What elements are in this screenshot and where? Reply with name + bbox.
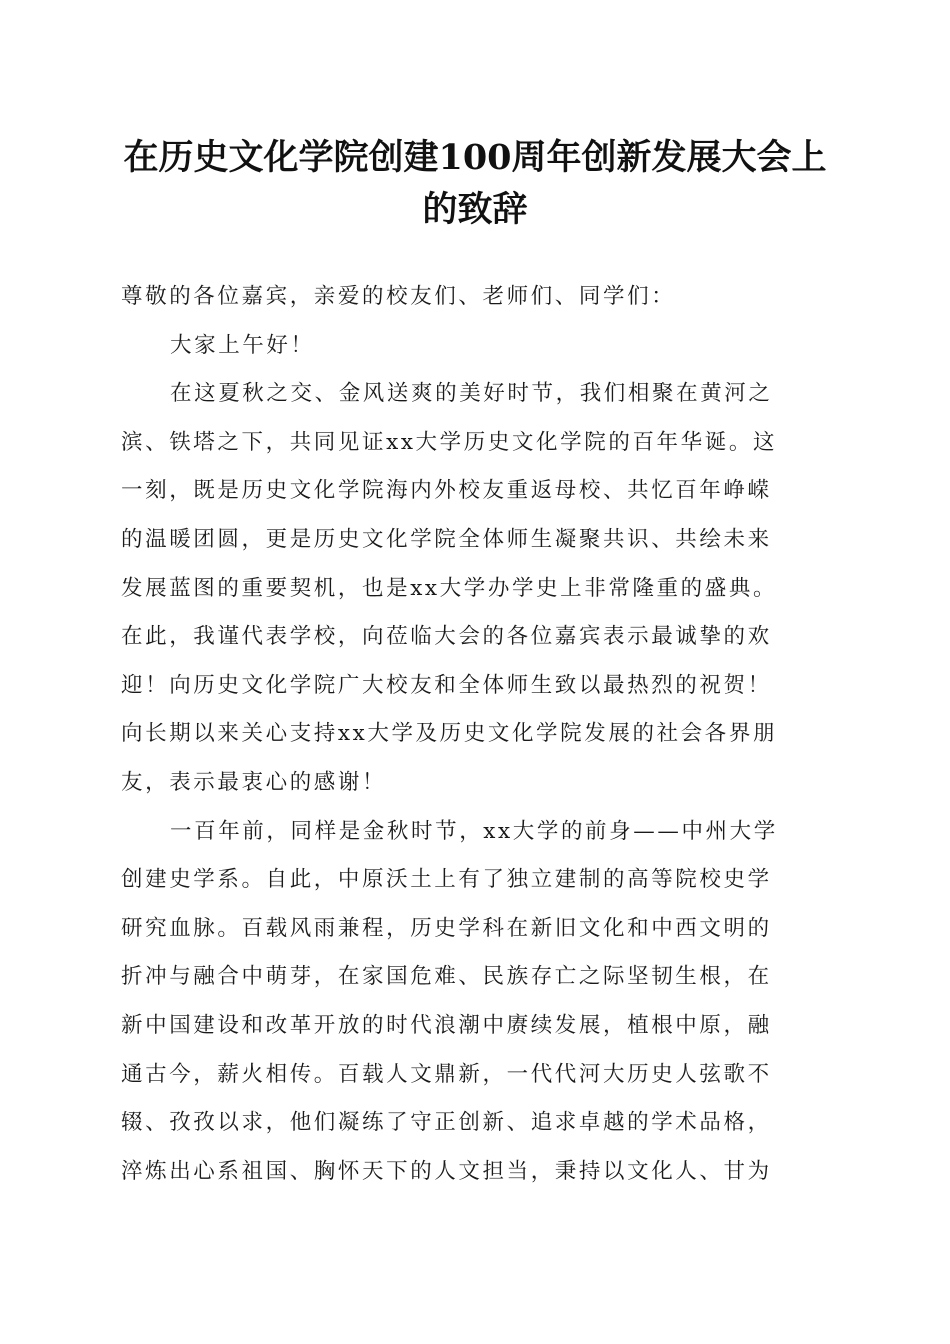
- text-line: 新中国建设和改革开放的时代浪潮中赓续发展，植根中原，融: [121, 1012, 772, 1038]
- text-line: 在这夏秋之交、金风送爽的美好时节，我们相聚在黄河之: [170, 381, 773, 407]
- greeting: [121, 322, 826, 371]
- text-line: 发展蓝图的重要契机，也是xx大学办学史上非常隆重的盛典。: [121, 575, 778, 601]
- text-line: 滨、铁塔之下，共同见证xx大学历史文化学院的百年华诞。这: [121, 429, 778, 455]
- text-line: 创建史学系。自此，中原沃土上有了独立建制的高等院校史学: [121, 867, 772, 893]
- text-line: 辍、孜孜以求，他们凝练了守正创新、追求卓越的学术品格，: [121, 1110, 772, 1136]
- text-line: 研究血脉。百载风雨兼程，历史学科在新旧文化和中西文明的: [121, 915, 772, 941]
- text-line: 淬炼出心系祖国、胸怀天下的人文担当，秉持以文化人、甘为: [121, 1158, 772, 1184]
- text-line: 友，表示最衷心的感谢！: [121, 769, 387, 795]
- text-line: 的温暖团圆，更是历史文化学院全体师生凝聚共识、共绘未来: [121, 526, 772, 552]
- document-body: [121, 273, 826, 1196]
- text-line: 折冲与融合中萌芽，在家国危难、民族存亡之际坚韧生根，在: [121, 964, 772, 990]
- text-line: 一百年前，同样是金秋时节，xx大学的前身——中州大学: [170, 818, 778, 844]
- title-line: 的致辞: [422, 189, 528, 230]
- text-line: 大家上午好！: [170, 332, 315, 358]
- text-line: 一刻，既是历史文化学院海内外校友重返母校、共忆百年峥嵘: [121, 478, 772, 504]
- text-line: 向长期以来关心支持xx大学及历史文化学院发展的社会各界朋: [121, 721, 778, 747]
- paragraph-welcome: [121, 370, 826, 807]
- paragraph-history: [121, 808, 826, 1197]
- salutation: [121, 273, 826, 322]
- title-line: 在历史文化学院创建100周年创新发展大会上: [123, 137, 827, 178]
- text-line: 迎！向历史文化学院广大校友和全体师生致以最热烈的祝贺！: [121, 672, 772, 698]
- text-line: 通古今，薪火相传。百载人文鼎新，一代代河大历史人弦歌不: [121, 1061, 772, 1087]
- text-line: 在此，我谨代表学校，向莅临大会的各位嘉宾表示最诚挚的欢: [121, 624, 772, 650]
- document-title: [110, 132, 840, 236]
- text-line: 尊敬的各位嘉宾，亲爱的校友们、老师们、同学们：: [121, 284, 676, 309]
